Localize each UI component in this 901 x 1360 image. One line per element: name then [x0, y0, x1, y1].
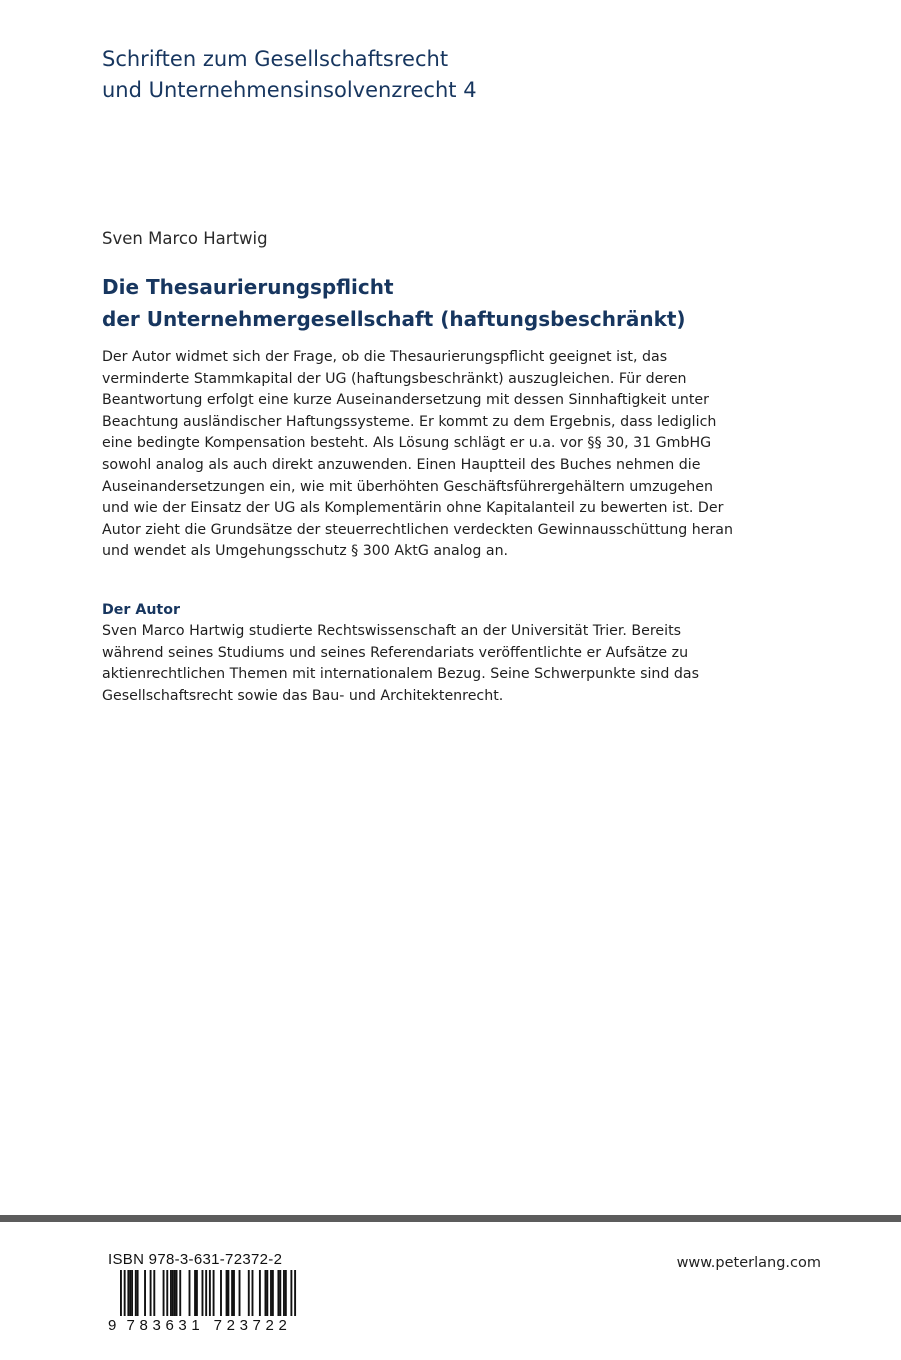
blurb-line: Auseinandersetzungen ein, wie mit überhöhten Geschäftsführergehältern umzugehen [102, 478, 713, 495]
barcode-bar [272, 1270, 274, 1316]
barcode-bar [270, 1270, 272, 1316]
barcode-bar [172, 1270, 174, 1316]
about-author-line: während seines Studiums und seines Referendariats veröffentlichte er Aufsätze zu [102, 644, 689, 661]
barcode-bar [248, 1270, 250, 1316]
barcode-bar [213, 1270, 215, 1316]
blurb-line: und wie der Einsatz der UG als Komplementärin ohne Kapitalanteil zu bewerten ist. Der [102, 500, 724, 517]
blurb-paragraph [102, 347, 762, 563]
barcode-bar [124, 1270, 126, 1322]
blurb-line: sowohl analog als auch direkt anzuwenden. Einen Hauptteil des Buches nehmen die [102, 456, 701, 473]
barcode-bar [283, 1270, 285, 1316]
barcode-bar [196, 1270, 198, 1316]
about-author-line: Gesellschaftsrecht sowie das Bau- und Architektenrecht. [102, 687, 504, 704]
barcode-bar [266, 1270, 268, 1316]
author-name: Sven Marco Hartwig [102, 229, 268, 248]
barcode-bar [144, 1270, 146, 1316]
barcode-bar [163, 1270, 165, 1316]
barcode-bar [176, 1270, 178, 1316]
series-title-line-1: Schriften zum Gesellschaftsrecht [102, 47, 449, 71]
blurb-line: verminderte Stammkapital der UG (haftungsbeschränkt) auszugleichen. Für deren [102, 370, 687, 387]
barcode-bar [194, 1270, 196, 1316]
barcode-bar [285, 1270, 287, 1316]
series-title-line-2: und Unternehmensinsolvenzrecht 4 [102, 78, 477, 102]
barcode-bar [129, 1270, 131, 1316]
blurb-line: eine bedingte Kompensation besteht. Als Lösung schlägt er u.a. vor §§ 30, 31 GmbHG [102, 435, 712, 452]
barcode-bar [189, 1270, 191, 1316]
barcode-bar [233, 1270, 235, 1316]
barcode-bar [205, 1270, 207, 1322]
barcode-bar [153, 1270, 155, 1316]
blurb-line: Beantwortung erfolgt eine kurze Auseinandersetzung mit dessen Sinnhaftigkeit unter [102, 392, 709, 409]
barcode-bar [135, 1270, 137, 1316]
barcode-bar [127, 1270, 129, 1316]
barcode-bar [220, 1270, 222, 1316]
about-author-line: aktienrechtlichen Themen mit internationalem Bezug. Seine Schwerpunkte sind das [102, 666, 700, 683]
barcode-bars [120, 1270, 296, 1322]
about-author-line: Sven Marco Hartwig studierte Rechtswissenschaft an der Universität Trier. Bereits [102, 623, 682, 639]
barcode-bar [239, 1270, 241, 1316]
publisher-url[interactable]: www.peterlang.com [676, 1255, 821, 1271]
book-title-line-1: Die Thesaurierungspflicht [102, 275, 394, 299]
blurb-line: und wendet als Umgehungsschutz § 300 AktG analog an. [102, 543, 509, 560]
series-title [102, 44, 802, 106]
barcode-bar [252, 1270, 254, 1316]
isbn-label: ISBN 978-3-631-72372-2 [108, 1251, 283, 1268]
barcode-bar [231, 1270, 233, 1316]
barcode-bar [227, 1270, 229, 1316]
barcode-bar [265, 1270, 267, 1316]
barcode-bar [290, 1270, 292, 1322]
barcode-bar [137, 1270, 139, 1316]
barcode-bar [150, 1270, 152, 1316]
book-title-line-2: der Unternehmergesellschaft (haftungsbeschränkt) [102, 307, 686, 331]
footer-divider [0, 1215, 901, 1222]
blurb-line: Beachtung ausländischer Haftungssysteme. Er kommt zu dem Ergebnis, dass lediglich [102, 413, 717, 430]
barcode-bar [131, 1270, 133, 1316]
blurb-line: Autor zieht die Grundsätze der steuerrechtlichen verdeckten Gewinnausschüttung heran [102, 521, 733, 538]
barcode-bar [277, 1270, 279, 1316]
barcode-bar [259, 1270, 261, 1316]
barcode-bar [279, 1270, 281, 1316]
about-author-heading: Der Autor [102, 602, 180, 618]
barcode-bar [120, 1270, 122, 1322]
about-author-paragraph [102, 621, 762, 707]
barcode-bar [174, 1270, 176, 1316]
barcode-bar [166, 1270, 168, 1316]
barcode-bar [179, 1270, 181, 1316]
barcode-digits: 9 7 8 3 6 3 1 7 2 3 7 2 2 [108, 1317, 287, 1332]
barcode-bar [202, 1270, 204, 1316]
book-title [102, 271, 822, 335]
barcode-bar [209, 1270, 211, 1322]
barcode-bar [170, 1270, 172, 1316]
barcode-bar [226, 1270, 228, 1316]
blurb-line: Der Autor widmet sich der Frage, ob die Thesaurierungspflicht geeignet ist, das [102, 349, 668, 365]
isbn-barcode [108, 1270, 298, 1332]
barcode-bar [294, 1270, 296, 1322]
